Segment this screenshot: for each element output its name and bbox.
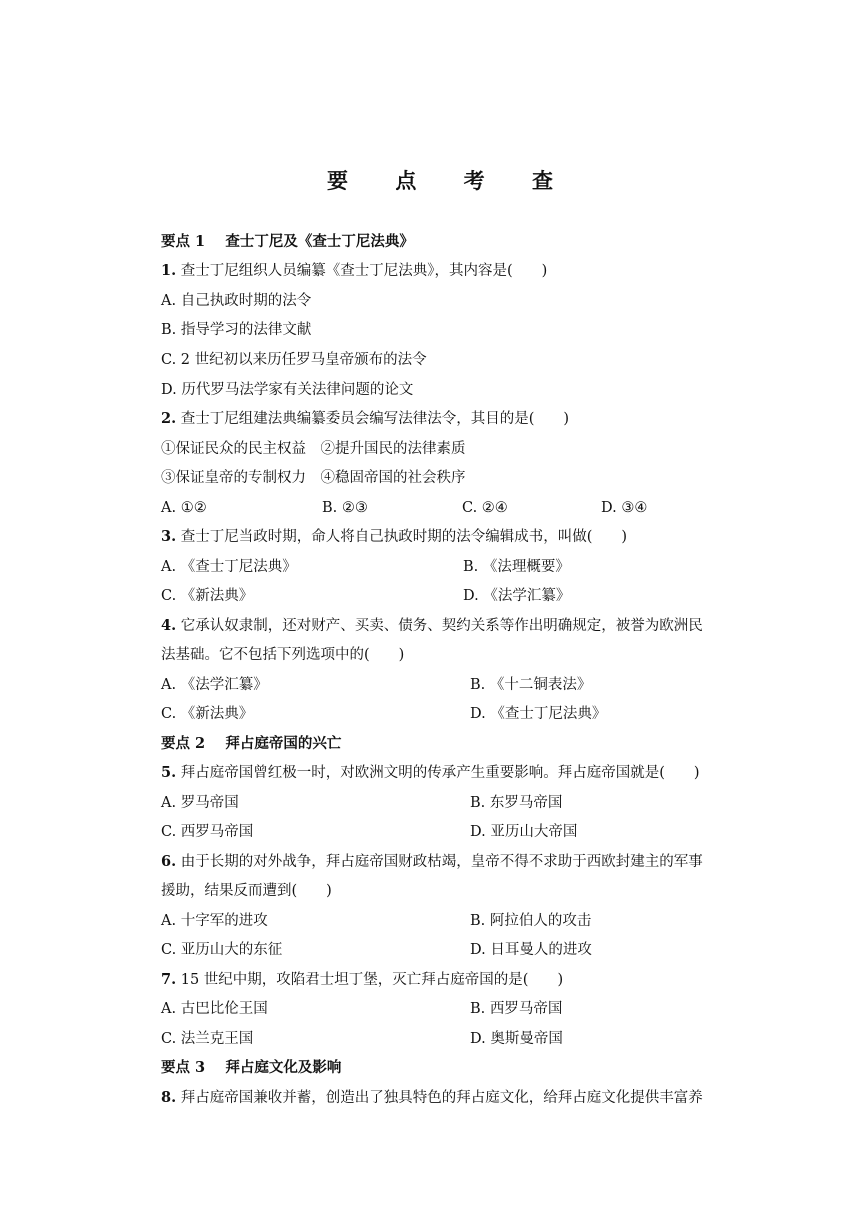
- q6-option-a: A. 十字军的进攻: [161, 913, 268, 929]
- q7-option-d: D. 奥斯曼帝国: [470, 1031, 563, 1047]
- question-3: [161, 527, 741, 547]
- section-label: 要点 3: [161, 1059, 206, 1076]
- q7-option-c: C. 法兰克王国: [161, 1031, 254, 1047]
- q4-option-d: D. 《查士丁尼法典》: [470, 706, 607, 722]
- q2-option-a: A. ①②: [161, 500, 207, 516]
- section-text: 拜占庭文化及影响: [225, 1059, 342, 1076]
- question-7: [161, 970, 741, 990]
- question-stem-line-1: 由于长期的对外战争，拜占庭帝国财政枯竭，皇帝不得不求助于西欧封建主的军事: [180, 854, 703, 870]
- q5-option-c: C. 西罗马帝国: [161, 824, 254, 840]
- q5-option-d: D. 亚历山大帝国: [470, 824, 578, 840]
- question-stem-line-2: 法基础。它不包括下列选项中的( ): [161, 647, 405, 663]
- section-heading-2: [161, 734, 741, 754]
- question-stem: 查士丁尼组织人员编纂《查士丁尼法典》，其内容是( ): [180, 263, 548, 279]
- question-stem-line-1: 拜占庭帝国兼收并蓄，创造出了独具特色的拜占庭文化，给拜占庭文化提供丰富养: [180, 1090, 703, 1106]
- q3-option-b: B. 《法理概要》: [463, 559, 570, 575]
- q5-option-a: A. 罗马帝国: [161, 795, 239, 811]
- question-stem: 查士丁尼组建法典编纂委员会编写法律法令，其目的是( ): [180, 411, 570, 427]
- question-1: [161, 261, 741, 281]
- question-8: [161, 1088, 741, 1108]
- question-stem: 15 世纪中期，攻陷君士坦丁堡，灭亡拜占庭帝国的是( ): [180, 972, 564, 988]
- q6-option-d: D. 日耳曼人的进攻: [470, 942, 592, 958]
- section-text: 查士丁尼及《查士丁尼法典》: [225, 233, 414, 250]
- q2-option-d: D. ③④: [601, 500, 648, 516]
- question-4: [161, 616, 741, 636]
- page-title: 要 点 考 查: [327, 168, 573, 193]
- q1-option-d: D. 历代罗马法学家有关法律问题的论文: [161, 382, 414, 398]
- q2-statement-line-2: ③保证皇帝的专制权力 ④稳固帝国的社会秩序: [161, 470, 466, 486]
- q4-option-c: C. 《新法典》: [161, 706, 254, 722]
- question-6: [161, 852, 741, 872]
- question-number: 8.: [161, 1089, 177, 1106]
- q7-option-b: B. 西罗马帝国: [470, 1001, 563, 1017]
- question-number: 7.: [161, 971, 177, 988]
- question-stem-line-1: 它承认奴隶制，还对财产、买卖、债务、契约关系等作出明确规定，被誉为欧洲民: [180, 618, 703, 634]
- q2-option-c: C. ②④: [462, 500, 508, 516]
- q7-option-a: A. 古巴比伦王国: [161, 1001, 268, 1017]
- q4-option-a: A. 《法学汇纂》: [161, 677, 268, 693]
- question-2: [161, 409, 741, 429]
- question-number: 6.: [161, 853, 177, 870]
- question-5: [161, 763, 741, 783]
- section-heading-3: [161, 1058, 741, 1078]
- q3-option-c: C. 《新法典》: [161, 588, 254, 604]
- q3-option-d: D. 《法学汇纂》: [463, 588, 571, 604]
- q2-option-b: B. ②③: [322, 500, 368, 516]
- question-stem: 查士丁尼当政时期，命人将自己执政时期的法令编辑成书，叫做( ): [180, 529, 628, 545]
- question-stem: 拜占庭帝国曾红极一时，对欧洲文明的传承产生重要影响。拜占庭帝国就是( ): [180, 765, 700, 781]
- question-number: 2.: [161, 410, 177, 427]
- q6-option-c: C. 亚历山大的东征: [161, 942, 283, 958]
- section-heading-1: [161, 232, 741, 252]
- q4-option-b: B. 《十二铜表法》: [470, 677, 592, 693]
- q3-option-a: A. 《查士丁尼法典》: [161, 559, 297, 575]
- q6-option-b: B. 阿拉伯人的攻击: [470, 913, 592, 929]
- question-stem-line-2: 援助，结果反而遭到( ): [161, 883, 332, 899]
- question-number: 1.: [161, 262, 177, 279]
- section-label: 要点 1: [161, 233, 206, 250]
- section-label: 要点 2: [161, 735, 206, 752]
- question-number: 4.: [161, 617, 177, 634]
- q1-option-b: B. 指导学习的法律文献: [161, 322, 312, 338]
- question-number: 5.: [161, 764, 177, 781]
- section-text: 拜占庭帝国的兴亡: [225, 735, 342, 752]
- question-number: 3.: [161, 528, 177, 545]
- q1-option-c: C. 2 世纪初以来历任罗马皇帝颁布的法令: [161, 352, 427, 368]
- q5-option-b: B. 东罗马帝国: [470, 795, 563, 811]
- q2-statement-line-1: ①保证民众的民主权益 ②提升国民的法律素质: [161, 441, 466, 457]
- q1-option-a: A. 自己执政时期的法令: [161, 293, 312, 309]
